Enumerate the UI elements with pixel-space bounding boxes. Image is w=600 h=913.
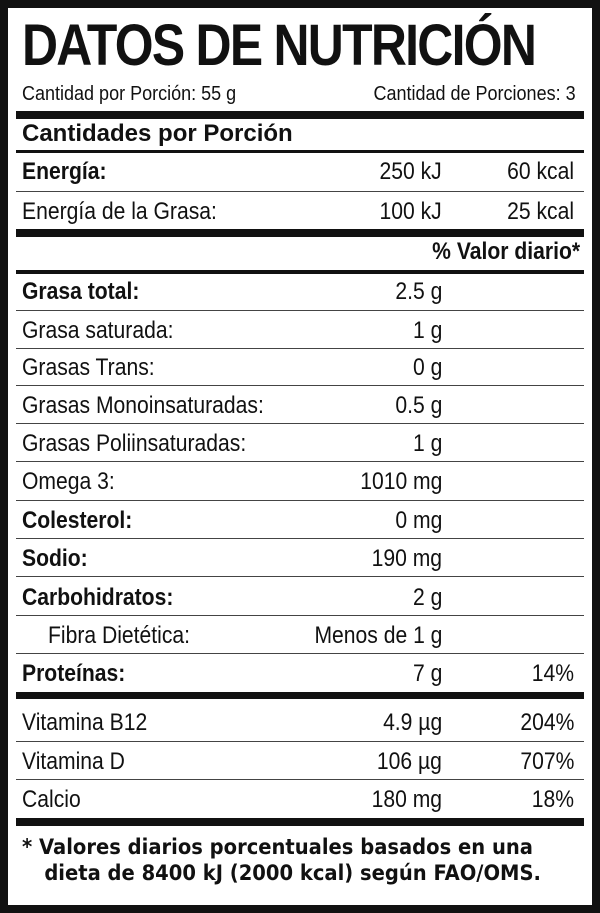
daily-value-heading: % Valor diario*	[432, 238, 580, 265]
nutrient-amount: Menos de 1 g	[314, 622, 442, 649]
vitamin-amount: 4.9 µg	[382, 709, 442, 736]
row-divider	[16, 741, 584, 742]
divider	[16, 150, 584, 153]
footnote-line: dieta de 8400 kJ (2000 kcal) según FAO/OMS.	[44, 861, 541, 885]
nutrient-label: Grasas Trans:	[22, 354, 155, 381]
thick-divider	[16, 111, 584, 119]
nutrient-label: Colesterol:	[22, 507, 133, 534]
row-divider	[16, 538, 584, 539]
nutrient-amount: 7 g	[412, 660, 442, 687]
nutrient-row	[16, 274, 584, 310]
servings-per-container: Cantidad de Porciones: 3	[373, 83, 576, 105]
nutrient-amount: 190 mg	[371, 545, 442, 572]
row-divider	[16, 576, 584, 577]
vitamin-dv: 707%	[519, 748, 574, 775]
nutrient-amount: 0 mg	[395, 507, 442, 534]
nutrient-label: Fibra Dietética:	[48, 622, 191, 649]
nutrient-amount: 1 g	[412, 430, 442, 457]
thick-divider	[16, 818, 584, 826]
row-divider	[16, 615, 584, 616]
row-divider	[16, 385, 584, 386]
energy-row	[16, 154, 584, 190]
nutrient-row	[16, 350, 584, 386]
nutrient-amount: 0 g	[412, 354, 442, 381]
nutrient-label: Grasas Poliinsaturadas:	[22, 430, 247, 457]
vitamin-row	[16, 744, 584, 780]
nutrient-label: Sodio:	[22, 545, 88, 572]
nutrient-row	[16, 541, 584, 577]
section-heading: Cantidades por Porción	[22, 120, 293, 147]
vitamin-label: Vitamina D	[22, 748, 125, 775]
vitamin-label: Vitamina B12	[22, 709, 148, 736]
nutrient-label: Omega 3:	[22, 468, 115, 495]
daily-value-header-row	[16, 234, 584, 270]
row-divider	[16, 653, 584, 654]
nutrient-row	[16, 313, 584, 349]
nutrient-amount: 0.5 g	[395, 392, 442, 419]
label-title: DATOS DE NUTRICIÓN	[22, 13, 536, 78]
nutrient-label: Carbohidratos:	[22, 584, 174, 611]
nutrient-amount: 1 g	[412, 317, 442, 344]
nutrient-label: Proteínas:	[22, 660, 126, 687]
energy-kcal: 60 kcal	[507, 158, 574, 185]
vitamin-label: Calcio	[22, 786, 81, 813]
fat-energy-kcal: 25 kcal	[507, 198, 574, 225]
nutrient-label: Grasas Monoinsaturadas:	[22, 392, 264, 419]
row-divider	[16, 191, 584, 192]
footnote	[22, 834, 552, 886]
row-divider	[16, 500, 584, 501]
vitamin-amount: 180 mg	[371, 786, 442, 813]
nutrient-row	[16, 618, 584, 654]
nutrient-row	[16, 580, 584, 616]
row-divider	[16, 423, 584, 424]
nutrient-row	[16, 464, 584, 500]
nutrient-row	[16, 656, 584, 692]
nutrient-row	[16, 388, 584, 424]
nutrient-amount: 1010 mg	[359, 468, 442, 495]
vitamin-dv: 204%	[519, 709, 574, 736]
serving-size: Cantidad por Porción: 55 g	[22, 83, 237, 105]
thick-divider	[16, 692, 584, 699]
nutrient-row	[16, 426, 584, 462]
vitamin-dv: 18%	[531, 786, 574, 813]
nutrient-amount: 2.5 g	[395, 278, 442, 305]
fat-energy-label: Energía de la Grasa:	[22, 198, 217, 225]
nutrient-label: Grasa saturada:	[22, 317, 174, 344]
row-divider	[16, 779, 584, 780]
vitamin-row	[16, 705, 584, 741]
row-divider	[16, 310, 584, 311]
nutrient-dv: 14%	[531, 660, 574, 687]
energy-kj: 250 kJ	[379, 158, 442, 185]
vitamin-row	[16, 782, 584, 818]
fat-energy-kj: 100 kJ	[379, 198, 442, 225]
nutrient-label: Grasa total:	[22, 278, 140, 305]
nutrient-row	[16, 503, 584, 539]
row-divider	[16, 348, 584, 349]
footnote-line: * Valores diarios porcentuales basados en una	[22, 835, 533, 859]
energy-label: Energía:	[22, 158, 107, 185]
row-divider	[16, 461, 584, 462]
nutrient-amount: 2 g	[412, 584, 442, 611]
fat-energy-row	[16, 194, 584, 230]
vitamin-amount: 106 µg	[376, 748, 442, 775]
